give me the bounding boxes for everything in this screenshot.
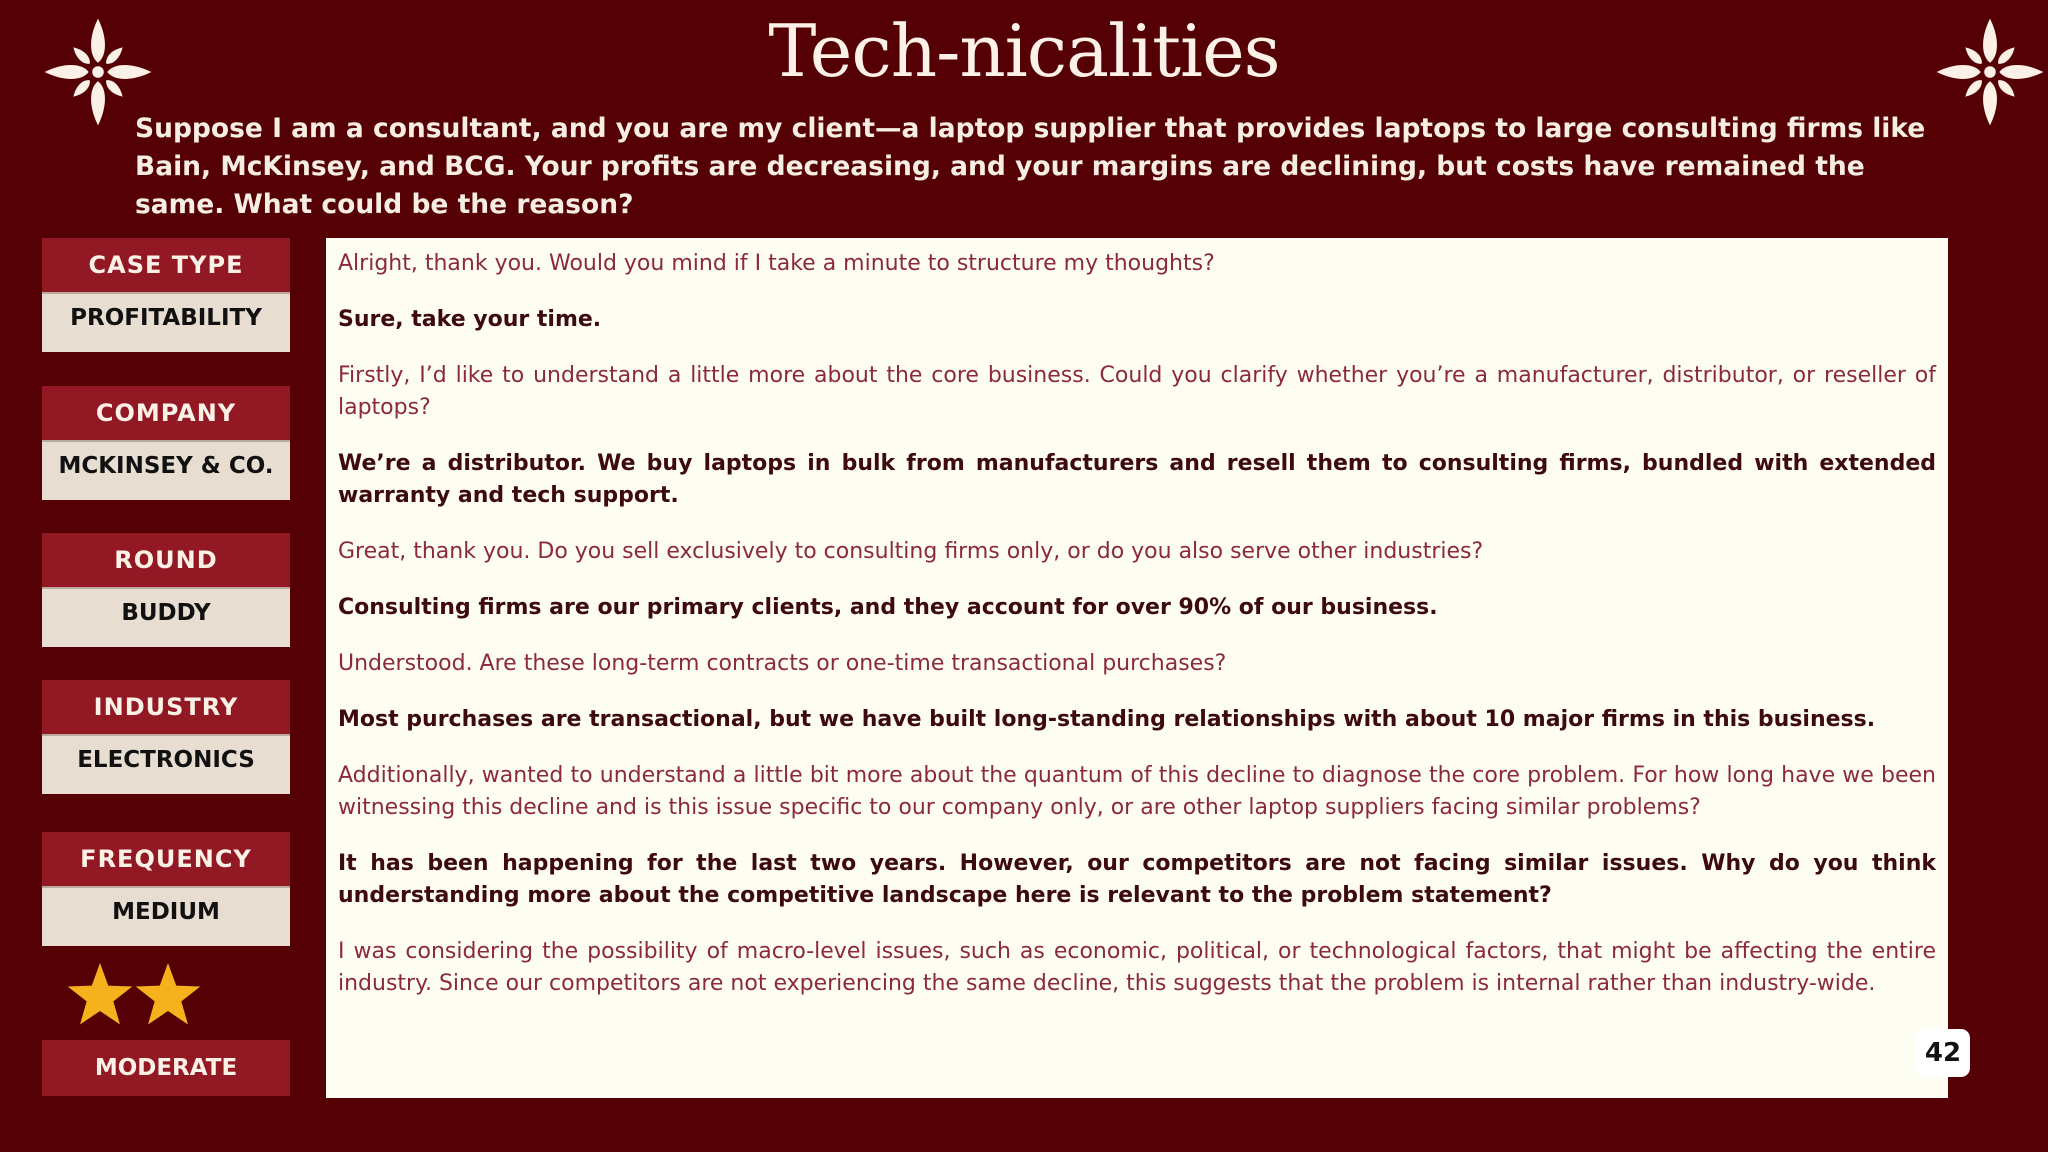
case-type-panel [42, 238, 290, 352]
industry-panel [42, 680, 290, 794]
round-label: ROUND [42, 533, 290, 587]
industry-value: ELECTRONICS [42, 734, 290, 794]
frequency-value: MEDIUM [42, 886, 290, 946]
difficulty-stars [66, 960, 206, 1030]
star-icon [136, 963, 201, 1025]
case-type-label: CASE TYPE [42, 238, 290, 292]
company-label: COMPANY [42, 386, 290, 440]
candidate-line: Great, thank you. Do you sell exclusively to consulting firms only, or do you also serve other industries? [338, 539, 1484, 564]
candidate-line: Firstly, I’d like to understand a little more about the core business. Could you clarify whether you’re a manufacturer, distributor, or reseller of laptops? [338, 363, 1936, 420]
page-number: 42 [1916, 1029, 1970, 1077]
company-value: MCKINSEY & CO. [42, 440, 290, 500]
page-title: Tech-nicalities [768, 9, 1280, 93]
interviewer-line: We’re a distributor. We buy laptops in bulk from manufacturers and resell them to consulting firms, bundled with extended warranty and tech support. [338, 451, 1936, 508]
difficulty-label: MODERATE [42, 1040, 290, 1096]
candidate-line: Alright, thank you. Would you mind if I take a minute to structure my thoughts? [338, 251, 1215, 276]
company-panel [42, 386, 290, 500]
dialogue-panel [326, 238, 1948, 1098]
case-question: Suppose I am a consultant, and you are my client—a laptop supplier that provides laptops to large consulting firms like Bain, McKinsey, and BCG. Your profits are decreasing, and your margins are declining, but costs have remained the same. What could be the reason? [135, 113, 1926, 220]
frequency-label: FREQUENCY [42, 832, 290, 886]
candidate-line: Additionally, wanted to understand a little bit more about the quantum of this decline to diagnose the core problem. For how long have we been witnessing this decline and is this issue specific to our company only, or are other laptop suppliers facing similar problems? [338, 763, 1936, 820]
interviewer-line: Consulting firms are our primary clients, and they account for over 90% of our business. [338, 595, 1438, 620]
industry-label: INDUSTRY [42, 680, 290, 734]
round-panel [42, 533, 290, 647]
interviewer-line: It has been happening for the last two years. However, our competitors are not facing similar issues. Why do you think understanding more about the competitive landscape here is relevant to the problem statement? [338, 851, 1936, 908]
case-type-value: PROFITABILITY [42, 292, 290, 352]
dialogue-list [338, 248, 1936, 1024]
candidate-line: I was considering the possibility of macro-level issues, such as economic, political, or technological factors, that might be affecting the entire industry. Since our competitors are not experiencing the same decline, this suggests that the problem is internal rather than industry-wide. [338, 939, 1936, 996]
interviewer-line: Most purchases are transactional, but we have built long-standing relationships with about 10 major firms in this business. [338, 707, 1876, 732]
frequency-panel [42, 832, 290, 946]
interviewer-line: Sure, take your time. [338, 307, 602, 332]
candidate-line: Understood. Are these long-term contracts or one-time transactional purchases? [338, 651, 1227, 676]
round-value: BUDDY [42, 587, 290, 647]
star-icon [68, 963, 133, 1025]
